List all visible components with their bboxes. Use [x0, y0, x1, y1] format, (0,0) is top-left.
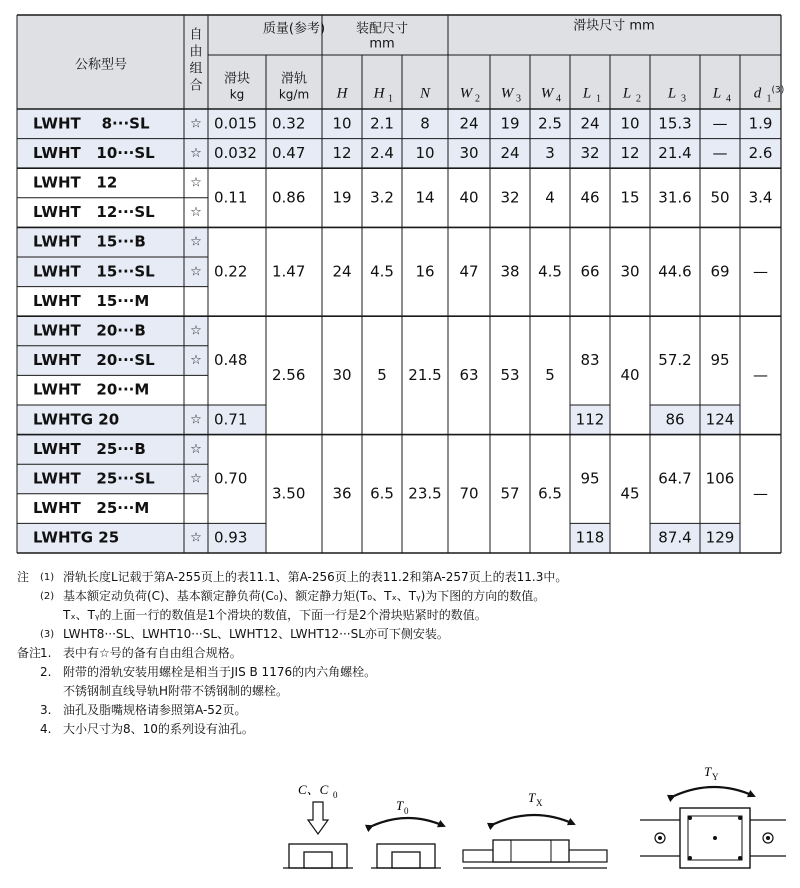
- header-symbol-sub: 1: [596, 93, 601, 105]
- cell-W4: 2.5: [538, 114, 562, 133]
- cell-L1: 95: [580, 469, 600, 488]
- header-slider: 滑块: [223, 71, 251, 87]
- cell-rail: 3.50: [272, 484, 306, 503]
- cell-L4: 95: [710, 351, 730, 370]
- cell-L4: 69: [710, 262, 730, 281]
- header-symbol-sub: 1: [388, 93, 393, 105]
- cell-W2: 40: [459, 188, 479, 207]
- header-symbol-L4: L: [712, 85, 722, 102]
- load-figure: [283, 782, 353, 868]
- cell-L3: 57.2: [658, 351, 692, 370]
- cell-slider: 0.70: [214, 469, 248, 488]
- header-slider-unit: kg: [229, 87, 245, 102]
- note-text: Tₓ、Tᵧ的上面一行的数值是1个滑块的数值，下面一行是2个滑块贴紧时的数值。: [63, 608, 487, 622]
- cell-H: 30: [332, 365, 352, 384]
- note-mark: 1.: [40, 646, 52, 660]
- row-model: LWHTG 20: [33, 410, 120, 429]
- ty-label: T: [704, 764, 712, 779]
- row-star: ☆: [190, 471, 202, 487]
- cell-rail: 0.47: [272, 143, 306, 162]
- row-star: ☆: [190, 353, 202, 369]
- cell-rail: 0.32: [272, 114, 306, 133]
- cell-d1: 2.6: [748, 143, 773, 162]
- header-symbol-sub: 1: [766, 93, 772, 105]
- header-model: 公称型号: [74, 57, 128, 73]
- tx-label: T: [528, 790, 536, 805]
- header-symbol-sub: 2: [636, 93, 641, 105]
- note-text: 表中有☆号的备有自由组合规格。: [63, 646, 242, 660]
- cell-N: 8: [420, 114, 430, 133]
- header-self-combo: 自: [189, 27, 203, 43]
- cell-H: 24: [332, 262, 352, 281]
- note-text: LWHT8···SL、LWHT10···SL、LWHT12、LWHT12···SL亦可下侧安装。: [63, 627, 449, 641]
- header-symbol-sub: 4: [726, 93, 731, 105]
- cell-H: 36: [332, 484, 352, 503]
- note-text: 滑轨长度L记载于第A-255页上的表11.1、第A-256页上的表11.2和第A-257页上的表11.3中。: [63, 570, 568, 584]
- cell-d1: —: [753, 484, 768, 503]
- note-line: [17, 587, 717, 606]
- note-text: 附带的滑轨安装用螺栓是相当于JIS B 1176的内六角螺栓。: [63, 665, 377, 679]
- header-symbol-H: H: [336, 85, 348, 102]
- header-mount: 装配尺寸: [355, 21, 409, 37]
- cell-L3: 87.4: [658, 528, 692, 547]
- cell-W3: 38: [500, 262, 520, 281]
- notes-section: [17, 568, 717, 739]
- cell-N: 21.5: [408, 365, 442, 384]
- row-model: LWHT 12···SL: [33, 203, 155, 222]
- cell-H1: 2.1: [370, 114, 394, 133]
- row-star: ☆: [190, 116, 202, 132]
- cell-W3: 32: [500, 188, 520, 207]
- cell-rail: 1.47: [272, 262, 306, 281]
- t0-label-sub: 0: [404, 806, 409, 816]
- row-star: ☆: [190, 175, 202, 191]
- row-model: LWHT 15···M: [33, 291, 150, 310]
- cell-W3: 57: [500, 484, 520, 503]
- header-symbol-L1: L: [582, 85, 592, 102]
- cell-H: 12: [332, 143, 352, 162]
- note-mark: 4.: [40, 722, 52, 736]
- cell-slider: 0.11: [214, 188, 248, 207]
- note-line: [17, 701, 717, 720]
- cell-W2: 63: [459, 365, 479, 384]
- rotation-arrow-icon: [372, 818, 444, 826]
- row-model: LWHT 10···SL: [33, 143, 155, 162]
- cell-L1: 32: [580, 143, 600, 162]
- cell-N: 16: [415, 262, 435, 281]
- header-self-combo: 组: [189, 61, 203, 77]
- header-symbol-W4: W: [540, 85, 554, 102]
- note-text: 油孔及脂嘴规格请参照第A-52页。: [63, 703, 247, 717]
- cell-L3: 44.6: [658, 262, 692, 281]
- cell-L1: 83: [580, 351, 600, 370]
- header-symbol-W2: W: [459, 85, 473, 102]
- cell-H1: 4.5: [370, 262, 394, 281]
- cell-N: 23.5: [408, 484, 442, 503]
- cell-L1: 112: [575, 410, 605, 429]
- load-direction-figures: [0, 752, 800, 888]
- note-mark: 2.: [40, 665, 52, 679]
- header-symbol-sub: 2: [475, 93, 480, 105]
- cell-W4: 4: [545, 188, 555, 207]
- cell-L2: 12: [620, 143, 640, 162]
- load-label-sub: 0: [333, 790, 338, 800]
- row-model: LWHTG 25: [33, 528, 120, 547]
- cell-L4: —: [712, 143, 728, 162]
- cell-H1: 2.4: [370, 143, 394, 162]
- cell-H: 10: [332, 114, 352, 133]
- row-star: ☆: [190, 205, 202, 221]
- note-line: [17, 606, 717, 625]
- header-symbol-L3: L: [667, 85, 677, 102]
- cell-slider: 0.48: [214, 351, 248, 370]
- cell-L4: 129: [705, 528, 735, 547]
- row-star: ☆: [190, 323, 202, 339]
- cell-L3: 15.3: [658, 114, 692, 133]
- row-model: LWHT 20···SL: [33, 351, 155, 370]
- header-symbol-sub: 3: [516, 93, 521, 105]
- spec-table: [17, 15, 785, 559]
- cell-L2: 15: [620, 188, 640, 207]
- cell-N: 10: [415, 143, 435, 162]
- cell-L2: 30: [620, 262, 640, 281]
- header-symbol-H1: H: [373, 85, 385, 102]
- cell-W4: 4.5: [538, 262, 562, 281]
- note-mark: (2): [40, 591, 55, 602]
- cell-slider: 0.032: [214, 143, 257, 162]
- rotation-arrow-icon: [674, 787, 754, 796]
- header-symbol-sub: 3: [681, 93, 686, 105]
- cell-H1: 3.2: [370, 188, 394, 207]
- cell-W3: 19: [500, 114, 520, 133]
- row-model: LWHT 25···SL: [33, 469, 155, 488]
- cell-W3: 53: [500, 365, 520, 384]
- cell-L2: 45: [620, 484, 640, 503]
- row-star: ☆: [190, 412, 202, 428]
- row-model: LWHT 8···SL: [33, 114, 150, 133]
- cell-L1: 24: [580, 114, 600, 133]
- row-star: ☆: [190, 145, 202, 161]
- note-label: 备注: [17, 646, 42, 660]
- header-symbol-L2: L: [622, 85, 632, 102]
- cell-d1: —: [753, 262, 768, 281]
- header-symbol-W3: W: [500, 85, 514, 102]
- cell-d1: —: [753, 365, 768, 384]
- row-model: LWHT 25···M: [33, 499, 150, 518]
- header-symbol-N: N: [419, 85, 431, 102]
- cell-L4: —: [712, 114, 728, 133]
- cell-rail: 0.86: [272, 188, 306, 207]
- rotation-arrow-icon: [494, 815, 574, 824]
- note-text: 基本额定动负荷(C)、基本额定静负荷(C₀)、额定静力矩(T₀、Tₓ、Tᵧ)为下图的方向的数值。: [63, 589, 546, 603]
- load-label: C、C: [298, 782, 329, 797]
- tx-label-sub: X: [536, 798, 543, 808]
- cell-L4: 124: [705, 410, 735, 429]
- note-line: [17, 682, 717, 701]
- row-star: ☆: [190, 441, 202, 457]
- header-symbol-d1: d: [753, 85, 762, 102]
- note-mark: (1): [40, 572, 55, 583]
- header-rail-unit: kg/m: [278, 87, 310, 102]
- row-model: LWHT 12: [33, 173, 118, 192]
- note-line: [17, 625, 717, 644]
- cell-L1: 66: [580, 262, 600, 281]
- row-star: ☆: [190, 234, 202, 250]
- cell-W2: 70: [459, 484, 479, 503]
- header-symbol-sub: 4: [556, 93, 561, 105]
- cell-slider: 0.015: [214, 114, 257, 133]
- note-label: 注: [17, 570, 30, 584]
- ty-label-sub: Y: [712, 772, 719, 782]
- header-self-combo: 由: [189, 44, 203, 60]
- cell-W2: 30: [459, 143, 479, 162]
- cell-L4: 106: [705, 469, 735, 488]
- t0-figure: [371, 798, 444, 868]
- cell-N: 14: [415, 188, 435, 207]
- note-line: [17, 568, 717, 587]
- cell-slider: 0.22: [214, 262, 248, 281]
- cell-L3: 64.7: [658, 469, 692, 488]
- cell-H1: 6.5: [370, 484, 394, 503]
- cell-d1: 1.9: [748, 114, 773, 133]
- cell-L1: 118: [575, 528, 605, 547]
- note-line: [17, 644, 717, 663]
- header-mass: 质量(参考): [262, 21, 326, 37]
- note-mark: (3): [40, 629, 55, 640]
- header-block: 滑块尺寸 mm: [573, 18, 655, 34]
- cell-W3: 24: [500, 143, 520, 162]
- note-mark: 3.: [40, 703, 52, 717]
- cell-L3: 86: [665, 410, 685, 429]
- header-rail: 滑轨: [280, 71, 308, 87]
- note-line: [17, 720, 717, 739]
- cell-H1: 5: [377, 365, 387, 384]
- block-side-icon: [493, 840, 569, 862]
- row-model: LWHT 20···M: [33, 380, 150, 399]
- note-text: 不锈钢制直线导轨H附带不锈钢制的螺栓。: [63, 684, 289, 698]
- cell-L1: 46: [580, 188, 600, 207]
- cell-d1: 3.4: [748, 188, 773, 207]
- cell-slider: 0.71: [214, 410, 248, 429]
- cell-L2: 10: [620, 114, 640, 133]
- row-model: LWHT 20···B: [33, 321, 146, 340]
- ty-figure: [640, 764, 786, 868]
- header-self-combo: 合: [189, 78, 203, 94]
- cell-W4: 6.5: [538, 484, 562, 503]
- cell-slider: 0.93: [214, 528, 248, 547]
- cell-L3: 31.6: [658, 188, 692, 207]
- t0-label: T: [396, 798, 404, 813]
- down-arrow-icon: [308, 802, 328, 834]
- row-star: ☆: [190, 264, 202, 280]
- row-star: ☆: [190, 530, 202, 546]
- cell-L2: 40: [620, 365, 640, 384]
- cell-W4: 5: [545, 365, 555, 384]
- cell-W2: 47: [459, 262, 479, 281]
- cell-L3: 21.4: [658, 143, 692, 162]
- cell-H: 19: [332, 188, 352, 207]
- note-text: 大小尺寸为8、10的系列设有油孔。: [63, 722, 254, 736]
- row-model: LWHT 25···B: [33, 439, 146, 458]
- cell-W4: 3: [545, 143, 555, 162]
- cell-L4: 50: [710, 188, 730, 207]
- row-model: LWHT 15···B: [33, 232, 146, 251]
- note-line: [17, 663, 717, 682]
- cell-W2: 24: [459, 114, 479, 133]
- header-mount-unit: mm: [369, 36, 395, 52]
- row-model: LWHT 15···SL: [33, 262, 155, 281]
- cell-rail: 2.56: [272, 365, 306, 384]
- tx-figure: [463, 790, 607, 868]
- header-symbol-sup: (3): [771, 85, 785, 96]
